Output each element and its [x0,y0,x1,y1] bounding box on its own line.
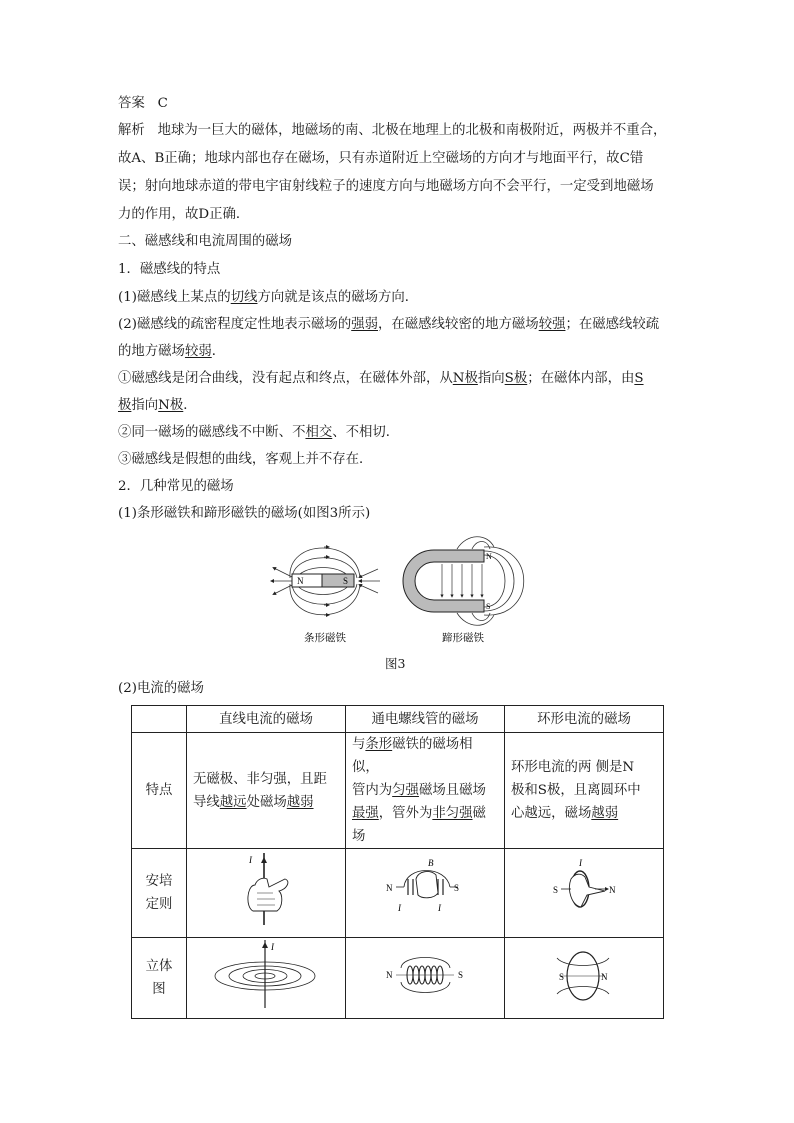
cell-line [193,768,339,791]
bar-magnet-caption: 条形磁铁 [304,633,346,643]
analysis-line-4: 力的作用，故D正确． [118,207,250,222]
point2-sub1: (1)条形磁铁和蹄形磁铁的磁场(如图3所示) [118,506,371,521]
row-label-line: 立体 [145,959,173,974]
straight-current-3d-diagram [187,938,345,1010]
text: 导线 [193,794,220,810]
underlined-term: 相交 [305,425,333,440]
text: 管内为 [352,783,393,798]
analysis-text: 地球为一巨大的磁体，地磁场的南、北极在地理上的北极和南极附近，两极并不重合， [157,123,667,138]
current-label: I [579,858,582,868]
section-title: 二、磁感线和电流周围的磁场 [118,234,293,249]
analysis-label: 解析 [118,123,145,138]
ring-current-right-hand-diagram [505,849,663,929]
underlined-term: 较强 [538,317,566,332]
underlined-term: 极 [118,398,132,413]
row-label: 特点 [132,733,187,849]
current-label: I [271,942,274,952]
row-label [132,849,187,938]
text: ②同一磁场的磁感线不中断、不 [118,425,306,440]
underlined-term: 非匀强 [432,806,473,821]
table-row [132,849,664,938]
underlined-term: 越弱 [591,806,619,821]
analysis-line-2: 故A、B正确；地球内部也存在磁场，只有赤道附近上空磁场的方向才与地面平行，故C错 [118,151,644,166]
bar-magnet-s-label: S [343,576,349,586]
point2-sub2: (2)电流的磁场 [118,681,204,696]
analysis-line-3: 误；射向地球赤道的带电宇宙射线粒子的速度方向与地磁场方向不会平行，一定受到地磁场 [118,179,654,194]
text: 无磁极、非匀强，且距 [193,771,327,787]
point1-item4 [118,423,399,443]
point1-item3-line1 [118,369,644,389]
row-label-line: 安培 [145,874,173,889]
field-label: B [428,858,434,868]
underlined-term: N极 [158,398,184,413]
point1-item2-line2 [118,342,225,362]
ring-s-label: S [553,885,559,895]
point1-title: 1．磁感线的特点 [118,262,221,277]
ring-current-3d-diagram [505,938,663,1010]
table-header-row [132,706,664,733]
text: (2)磁感线的疏密程度定性地表示磁场的 [118,317,352,332]
text: 磁场且磁场 [418,783,486,798]
text: ． [211,344,226,359]
cell-line: 环形电流的两 侧是N [511,760,635,775]
table-cell [505,733,664,849]
solenoid-s-label: S [454,883,460,893]
table-row [132,733,664,849]
table-cell [187,733,346,849]
table-row [132,938,664,1019]
underlined-term: 越弱 [286,794,314,810]
text: 的地方磁场 [118,344,185,359]
table-cell [505,849,664,938]
horseshoe-s-label: S [486,602,491,611]
point1-item5: ③磁感线是假想的曲线，客观上并不存在． [118,452,373,467]
point1-item2-line1 [118,315,659,335]
text: ；在磁感线较疏 [565,317,660,332]
table-cell [187,849,346,938]
underlined-term: S极 [504,371,528,386]
underlined-term: S [634,371,644,386]
solenoid-3d-s-label: S [458,970,464,980]
solenoid-3d-diagram [346,938,504,1010]
horseshoe-magnet [403,537,524,626]
ring-3d-s-label: S [559,972,565,982]
analysis-line-1 [118,121,666,141]
underlined-term: 匀强 [392,783,419,798]
text: 处磁场 [246,794,287,810]
cell-line [352,802,498,825]
text: ①磁感线是闭合曲线，没有起点和终点，在磁体外部，从 [118,371,453,386]
text: (1)磁感线上某点的 [118,290,231,305]
ring-3d-n-label: N [601,972,608,982]
underlined-term: 最强 [352,806,379,821]
answer-label: 答案 [118,96,145,111]
solenoid-3d-n-label: N [386,970,393,980]
figure-label: 图3 [385,656,406,671]
table-cell [346,938,505,1019]
underlined-term: 强弱 [351,317,378,332]
cell-line [193,791,339,814]
straight-current-right-hand-diagram [187,849,345,929]
table-cell [346,733,505,849]
point2-title: 2．几种常见的磁场 [118,479,234,494]
text: 磁 [472,806,486,821]
text: 场 [352,829,366,844]
answer-value: C [157,96,168,111]
cell-line [511,802,657,825]
table-header-cell: 环形电流的磁场 [505,706,664,733]
table-cell [505,938,664,1019]
text: ． [183,398,197,413]
text: 磁铁的磁场相似， [352,737,473,775]
current-label: I [398,903,401,913]
underlined-term: 较弱 [184,344,212,359]
point1-item1 [118,288,418,308]
horseshoe-n-label: N [486,552,492,561]
text: 心越远，磁场 [511,806,592,821]
text: 指向 [477,371,505,386]
horseshoe-magnet-caption: 蹄形磁铁 [442,633,484,643]
point1-item3-line2 [118,396,197,416]
ring-n-label: N [609,885,616,895]
table-cell [187,938,346,1019]
text: 与 [352,737,366,752]
text: ，管外为 [378,806,433,821]
table-header-cell: 直线电流的磁场 [187,706,346,733]
cell-line [352,779,498,802]
text: 、不相切． [332,425,400,440]
row-label-line: 图 [152,982,166,997]
text: ；在磁体内部，由 [527,371,635,386]
underlined-term: N极 [452,371,478,386]
text: 方向就是该点的磁场方向． [257,290,419,305]
current-magnetic-field-table [131,705,664,1019]
table-header-cell: 通电螺线管的磁场 [346,706,505,733]
underlined-term: 条形 [365,737,393,752]
row-label [132,938,187,1019]
current-label: I [438,903,441,913]
cell-line [352,733,498,779]
text: ，在磁感线较密的地方磁场 [378,317,539,332]
cell-line: 极和S极，且离圆环中 [511,783,641,798]
underlined-term: 越远 [219,794,247,810]
cell-line [352,825,498,848]
text: 指向 [131,398,159,413]
bar-magnet-n-label: N [297,576,304,586]
table-header-cell [132,706,187,733]
figure-3-magnets [262,533,532,643]
solenoid-n-label: N [386,883,393,893]
row-label-line: 定则 [145,897,173,912]
underlined-term: 切线 [230,290,258,305]
current-label: I [249,855,252,865]
solenoid-right-hand-diagram [346,849,504,929]
answer-line [118,94,168,114]
table-cell [346,849,505,938]
